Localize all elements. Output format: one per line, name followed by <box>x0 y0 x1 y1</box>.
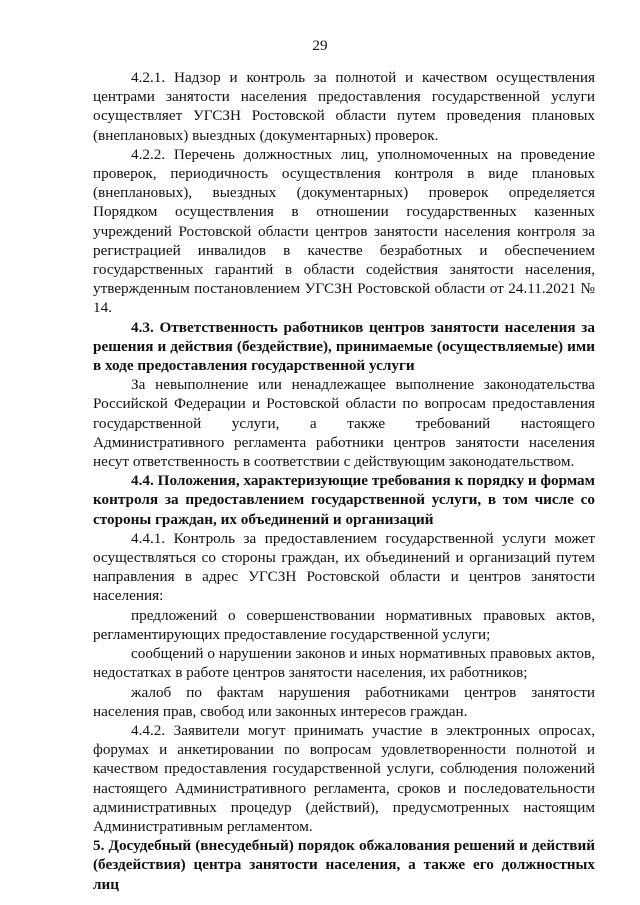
heading-section-5: 5. Досудебный (внесудебный) порядок обжалования решений и действий (бездействия) центра занятости населения, а также его должностных лиц <box>93 837 595 893</box>
heading-4-4: 4.4. Положения, характеризующие требования к порядку и формам контроля за предоставлением государственной услуги, в том числе со стороны граждан, их объединений и организаций <box>93 472 595 528</box>
list-item-complaints: жалоб по фактам нарушения работниками центров занятости населения прав, свобод или законных интересов граждан. <box>93 683 595 720</box>
list-item-reports: сообщений о нарушении законов и иных нормативных правовых актов, недостатках в работе центров занятости населения, их работников; <box>93 645 595 682</box>
paragraph-4-4-1: 4.4.1. Контроль за предоставлением государственной услуги может осуществляться со стороны граждан, их объединений и организаций путем направления в адрес УГСЗН Ростовской области и центров занятости населения: <box>93 529 595 605</box>
paragraph-4-2-1: 4.2.1. Надзор и контроль за полнотой и качеством осуществления центрами занятости населения предоставления государственной услуги осуществляет УГСЗН Ростовской области путем проведения плановых (внеплановых) выездных (документарных) проверок. <box>93 69 595 144</box>
paragraph-4-4-2: 4.4.2. Заявители могут принимать участие в электронных опросах, форумах и анкетировании по вопросам удовлетворенности полнотой и качеством предоставления государственной услуги, соблюдения положений настоящего Административного регламента, сроков и последовательности административных процедур (действий), предусмотренных настоящим Административным регламентом. <box>93 721 595 835</box>
document-body <box>93 68 595 894</box>
paragraph-4-3-text: За невыполнение или ненадлежащее выполнение законодательства Российской Федерации и Ростовской области по вопросам предоставления государственной услуги, а также требований настоящего Административного регламента работники центров занятости населения несут ответственность в соответствии с действующим законодательством. <box>93 376 595 471</box>
paragraph-4-2-2: 4.2.2. Перечень должностных лиц, уполномоченных на проведение проверок, периодичность осуществления контроля в виде плановых (внеплановых), выездных (документарных) проверок определяется Порядком осуществления в отношении государственных казенных учреждений Ростовской области центров занятости населения контроля за регистрацией инвалидов в качестве безработных и обеспечением государственных гарантий в области содействия занятости населения, утвержденным постановлением УГСЗН Ростовской области от 24.11.2021 № 14. <box>93 145 595 317</box>
list-item-proposals: предложений о совершенствовании нормативных правовых актов, регламентирующих предоставление государственной услуги; <box>93 606 595 643</box>
page-number: 29 <box>312 37 328 54</box>
heading-4-3: 4.3. Ответственность работников центров занятости населения за решения и действия (бездействие), принимаемые (осуществляемые) ими в ходе предоставления государственной услуги <box>93 318 595 375</box>
